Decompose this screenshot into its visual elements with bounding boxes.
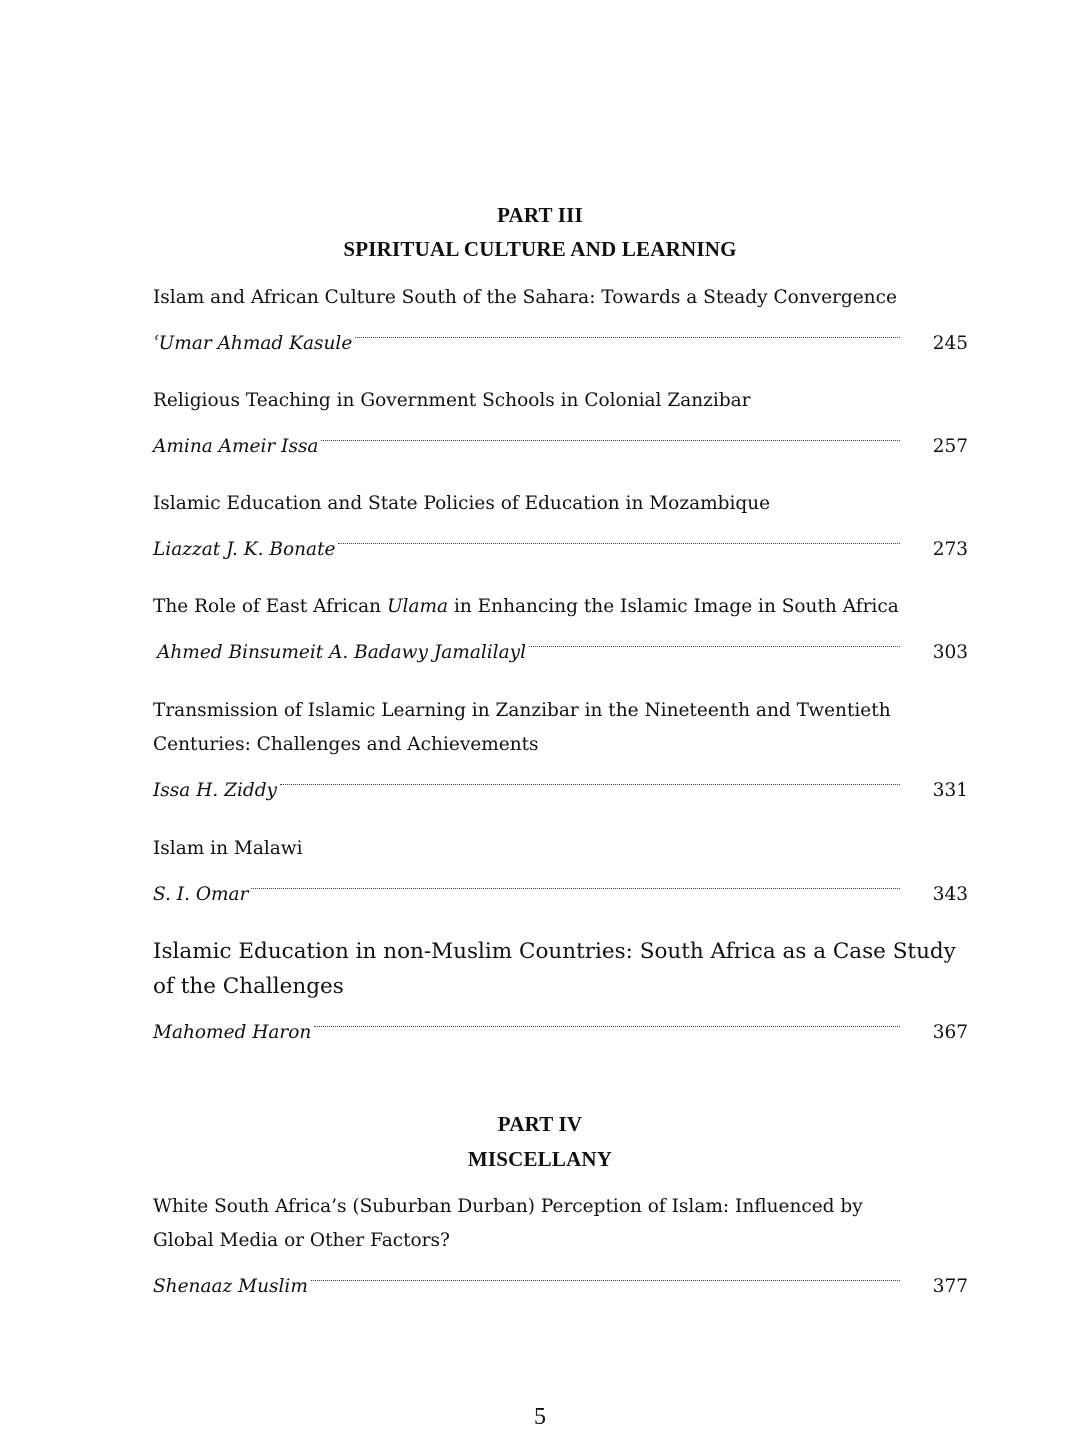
part-4-label: PART IV (497, 1112, 583, 1136)
entry-author: Mahomed Haron (153, 1022, 312, 1043)
entry-author: Liazzat J. K. Bonate (153, 539, 336, 560)
toc-entry[interactable] (153, 384, 968, 457)
dot-leader (338, 521, 900, 555)
entry-title: Islamic Education in non-Muslim Countries: South Africa as a Case Study (153, 939, 956, 964)
part-3-title: SPIRITUAL CULTURE AND LEARNING (343, 237, 737, 261)
entry-author-row (153, 521, 968, 560)
entry-author-row (153, 418, 968, 457)
entry-title: Islamic Education and State Policies of Education in Mozambique (153, 493, 771, 514)
footer-page-number: 5 (534, 1404, 546, 1430)
entry-author-row (153, 624, 968, 663)
dot-leader (355, 315, 900, 349)
entry-author-row (153, 1004, 968, 1043)
entry-title (153, 590, 968, 624)
part-4-title: MISCELLANY (467, 1147, 613, 1171)
toc-entry[interactable] (153, 832, 968, 905)
entry-title-continued: Global Media or Other Factors? (153, 1230, 450, 1251)
entry-author: Ahmed Binsumeit A. Badawy Jamalilayl (157, 642, 526, 663)
dot-leader (321, 418, 900, 452)
entry-author-row (153, 315, 968, 354)
toc-entry[interactable] (153, 281, 968, 354)
dot-leader (311, 1258, 900, 1292)
toc-entry[interactable] (153, 487, 968, 560)
entry-title-italic: Ulama (386, 596, 449, 617)
entry-author: ʿUmar Ahmad Kasule (153, 333, 353, 354)
entry-author-row (153, 1258, 968, 1297)
entry-title: Islam and African Culture South of the Sahara: Towards a Steady Convergence (153, 287, 897, 308)
entry-author: Shenaaz Muslim (153, 1276, 308, 1297)
entry-title-continued: Centuries: Challenges and Achievements (153, 734, 539, 755)
entry-title: White South Africa’s (Suburban Durban) Perception of Islam: Influenced by (153, 1196, 863, 1217)
entry-page-number: 273 (932, 539, 968, 560)
toc-entry[interactable] (153, 590, 968, 663)
entry-author: S. I. Omar (153, 884, 249, 905)
entry-page-number: 303 (932, 642, 968, 663)
toc-entry[interactable] (153, 694, 968, 801)
entry-author: Issa H. Ziddy (153, 780, 278, 801)
dot-leader (280, 762, 900, 796)
entry-author-row (153, 866, 968, 905)
entry-page-number: 367 (932, 1022, 968, 1043)
entry-title-continued: of the Challenges (153, 974, 344, 999)
entry-title-part: The Role of East African (153, 596, 387, 617)
entry-title: Transmission of Islamic Learning in Zanzibar in the Nineteenth and Twentieth (153, 700, 891, 721)
entry-author: Amina Ameir Issa (153, 436, 319, 457)
entry-title: Islam in Malawi (153, 838, 303, 859)
entry-title-part: in Enhancing the Islamic Image in South Africa (448, 596, 899, 617)
entry-title: Religious Teaching in Government Schools in Colonial Zanzibar (153, 390, 751, 411)
toc-entry[interactable] (153, 934, 968, 1043)
entry-page-number: 245 (932, 333, 968, 354)
entry-page-number: 331 (932, 780, 968, 801)
entry-page-number: 257 (932, 436, 968, 457)
part-3-label: PART III (497, 203, 583, 227)
entry-page-number: 343 (932, 884, 968, 905)
dot-leader (314, 1004, 900, 1038)
entry-author-row (153, 762, 968, 801)
toc-entry[interactable] (153, 1190, 968, 1297)
entry-page-number: 377 (932, 1276, 968, 1297)
dot-leader (529, 624, 900, 658)
dot-leader (251, 866, 900, 900)
